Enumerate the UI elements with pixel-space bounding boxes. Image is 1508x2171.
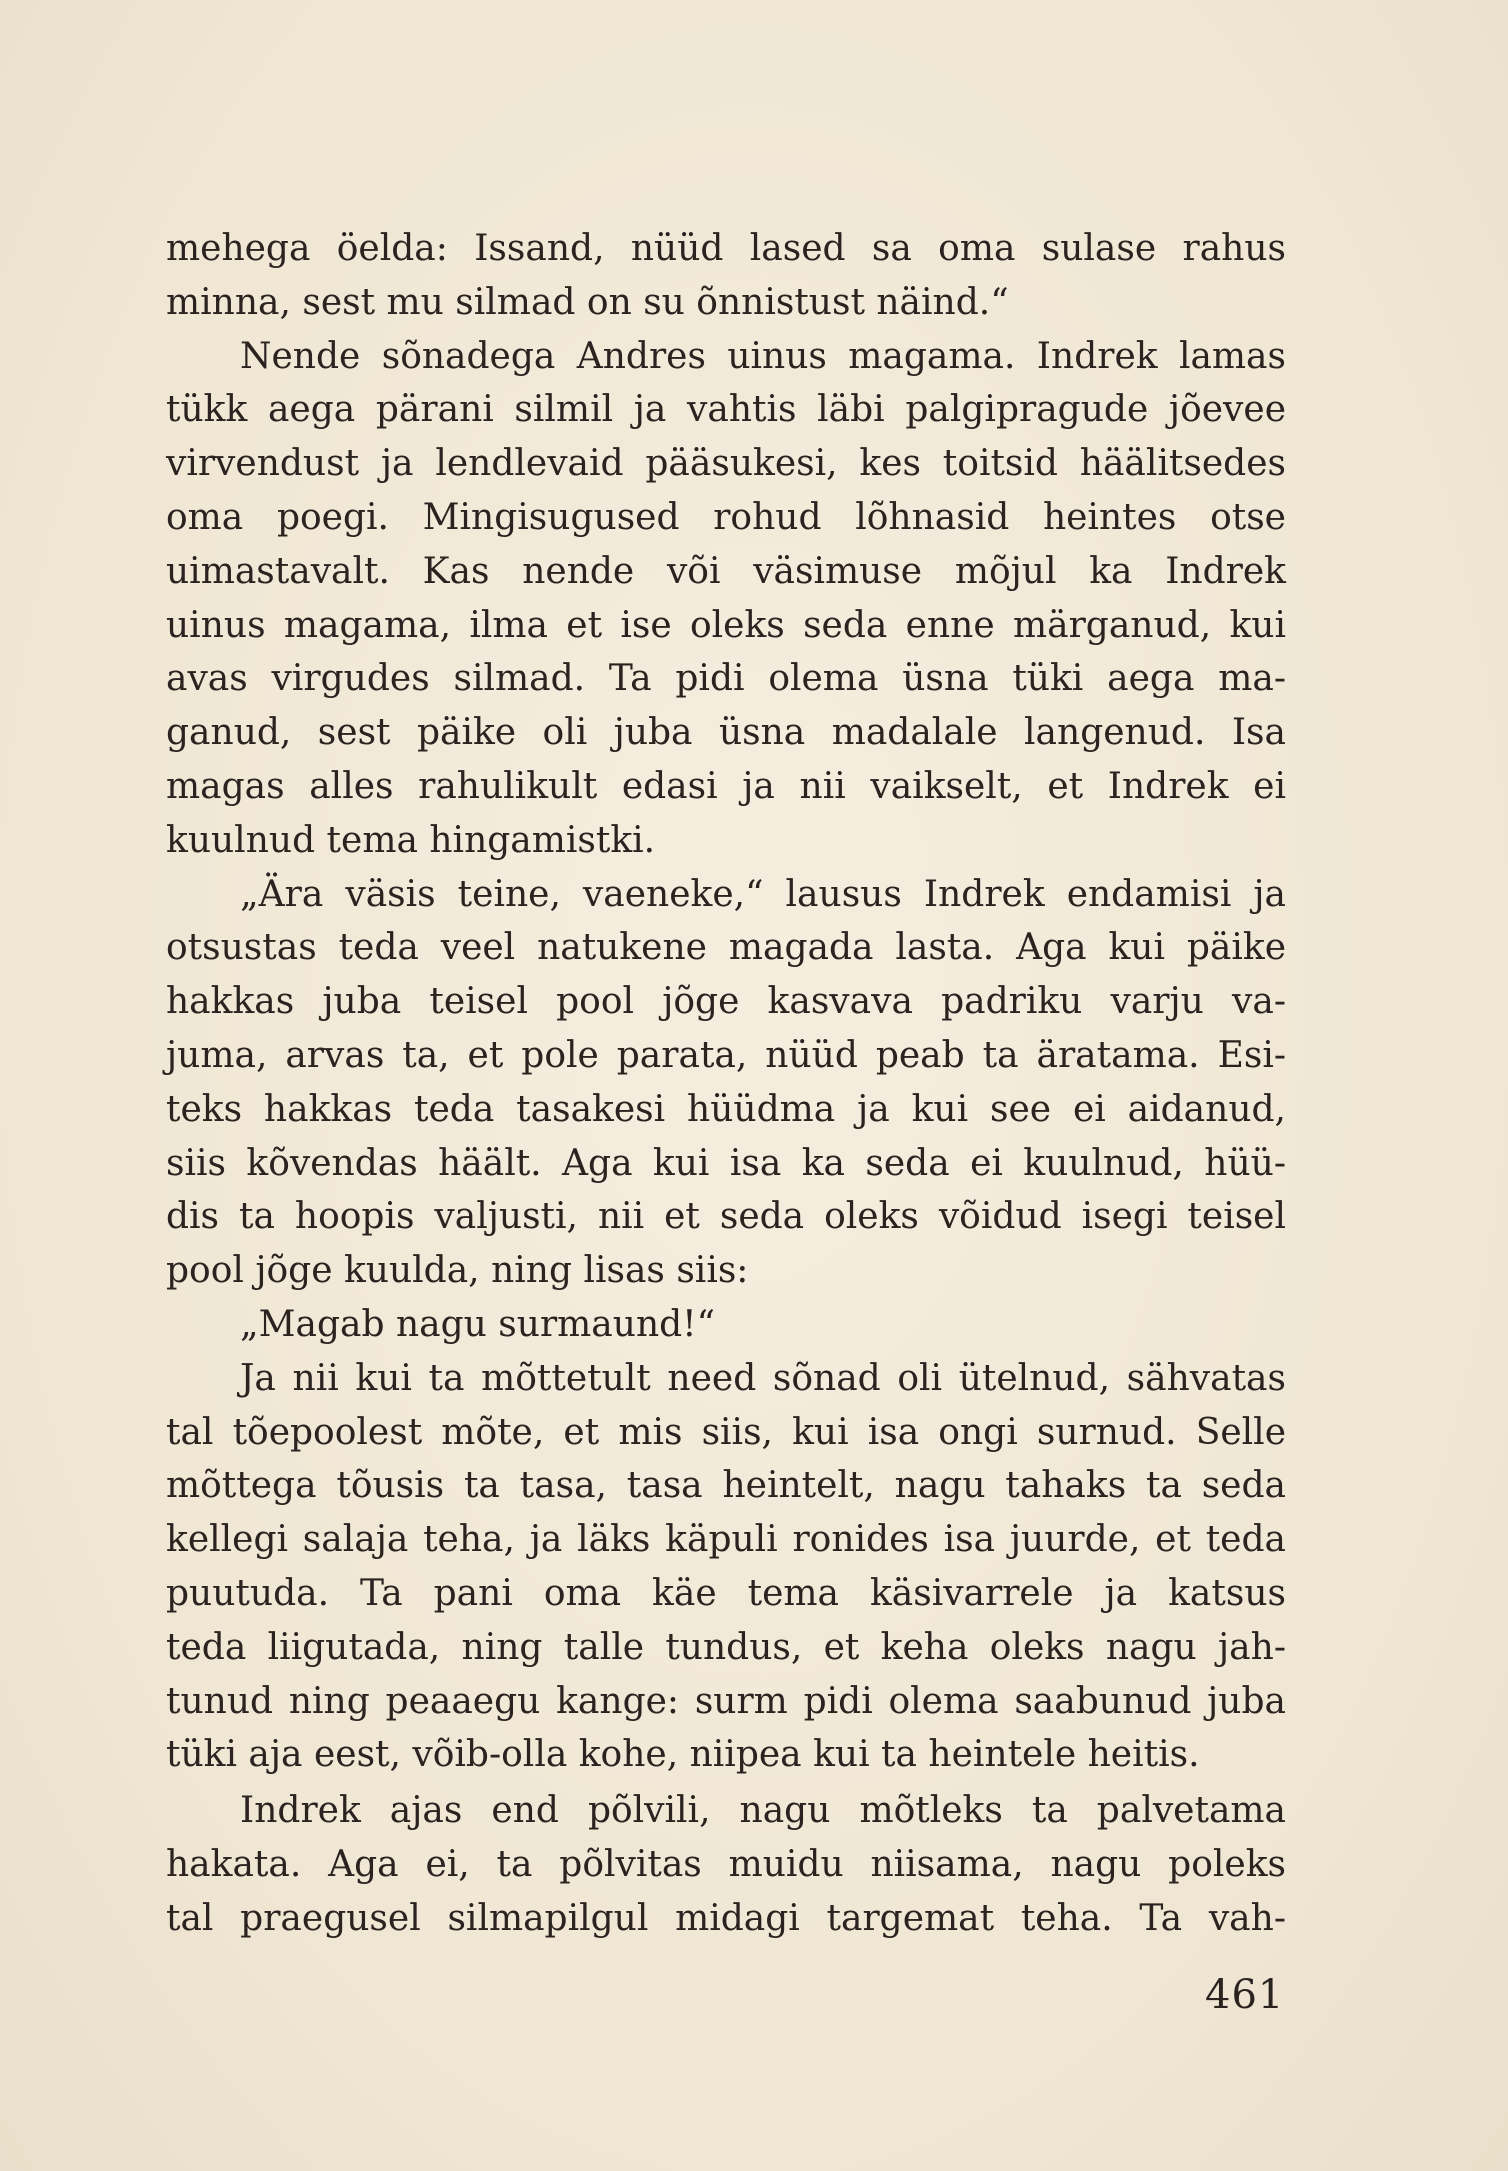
text-line: teks hakkas teda tasakesi hüüdma ja kui see ei aidanud, [166,1088,1286,1130]
text-line: Indrek ajas end põlvili, nagu mõtleks ta palvetama [240,1790,1286,1832]
text-line: tüki aja eest, võib-olla kohe, niipea kui ta heintele heitis. [166,1734,1200,1776]
text-line: tal tõepoolest mõte, et mis siis, kui isa ongi surnud. Selle [166,1411,1286,1453]
text-line: „Ära väsis teine, vaeneke,“ lausus Indrek endamisi ja [240,873,1286,915]
text-line: „Magab nagu surmaund!“ [240,1303,716,1345]
text-line: dis ta hoopis valjusti, nii et seda oleks võidud isegi teisel [166,1196,1286,1238]
text-line: uimastavalt. Kas nende või väsimuse mõjul ka Indrek [166,550,1286,592]
text-line: virvendust ja lendlevaid pääsukesi, kes toitsid häälitsedes [166,443,1286,485]
text-line: oma poegi. Mingisugused rohud lõhnasid heintes otse [166,496,1286,538]
text-line: kellegi salaja teha, ja läks käpuli ronides isa juurde, et teda [166,1519,1286,1561]
text-line: puutuda. Ta pani oma käe tema käsivarrele ja katsus [166,1572,1286,1614]
text-line: tal praegusel silmapilgul midagi targemat teha. Ta vah- [166,1897,1286,1939]
page-number: 461 [1205,1972,1285,2018]
text-line: juma, arvas ta, et pole parata, nüüd peab ta äratama. Esi- [166,1034,1286,1076]
text-line: Nende sõnadega Andres uinus magama. Indrek lamas [240,335,1286,377]
text-line: Ja nii kui ta mõttetult need sõnad oli ütelnud, sähvatas [240,1357,1286,1399]
text-line: magas alles rahulikult edasi ja nii vaikselt, et Indrek ei [166,765,1286,807]
text-line: uinus magama, ilma et ise oleks seda enne märganud, kui [166,604,1286,646]
text-line: siis kõvendas häält. Aga kui isa ka seda ei kuulnud, hüü- [166,1142,1286,1184]
text-line: tunud ning peaaegu kange: surm pidi olema saabunud juba [166,1680,1286,1722]
text-line: tükk aega pärani silmil ja vahtis läbi palgipragude jõevee [166,389,1286,431]
text-line: teda liigutada, ning talle tundus, et keha oleks nagu jah- [166,1626,1286,1668]
text-line: hakata. Aga ei, ta põlvitas muidu niisama, nagu poleks [166,1843,1286,1885]
text-line: mõttega tõusis ta tasa, tasa heintelt, nagu tahaks ta seda [166,1465,1286,1507]
text-line: hakkas juba teisel pool jõge kasvava padriku varju va- [166,981,1286,1023]
text-line: ganud, sest päike oli juba üsna madalale langenud. Isa [166,712,1286,754]
text-line: mehega öelda: Issand, nüüd lased sa oma sulase rahus [166,228,1286,269]
text-line: kuulnud tema hingamistki. [166,819,656,861]
text-line: pool jõge kuulda, ning lisas siis: [166,1250,749,1292]
text-line: otsustas teda veel natukene magada lasta. Aga kui päike [166,927,1286,969]
text-line: minna, sest mu silmad on su õnnistust näind.“ [166,281,1009,323]
text-line: avas virgudes silmad. Ta pidi olema üsna tüki aega ma- [166,658,1286,700]
body-text [166,222,1286,1946]
